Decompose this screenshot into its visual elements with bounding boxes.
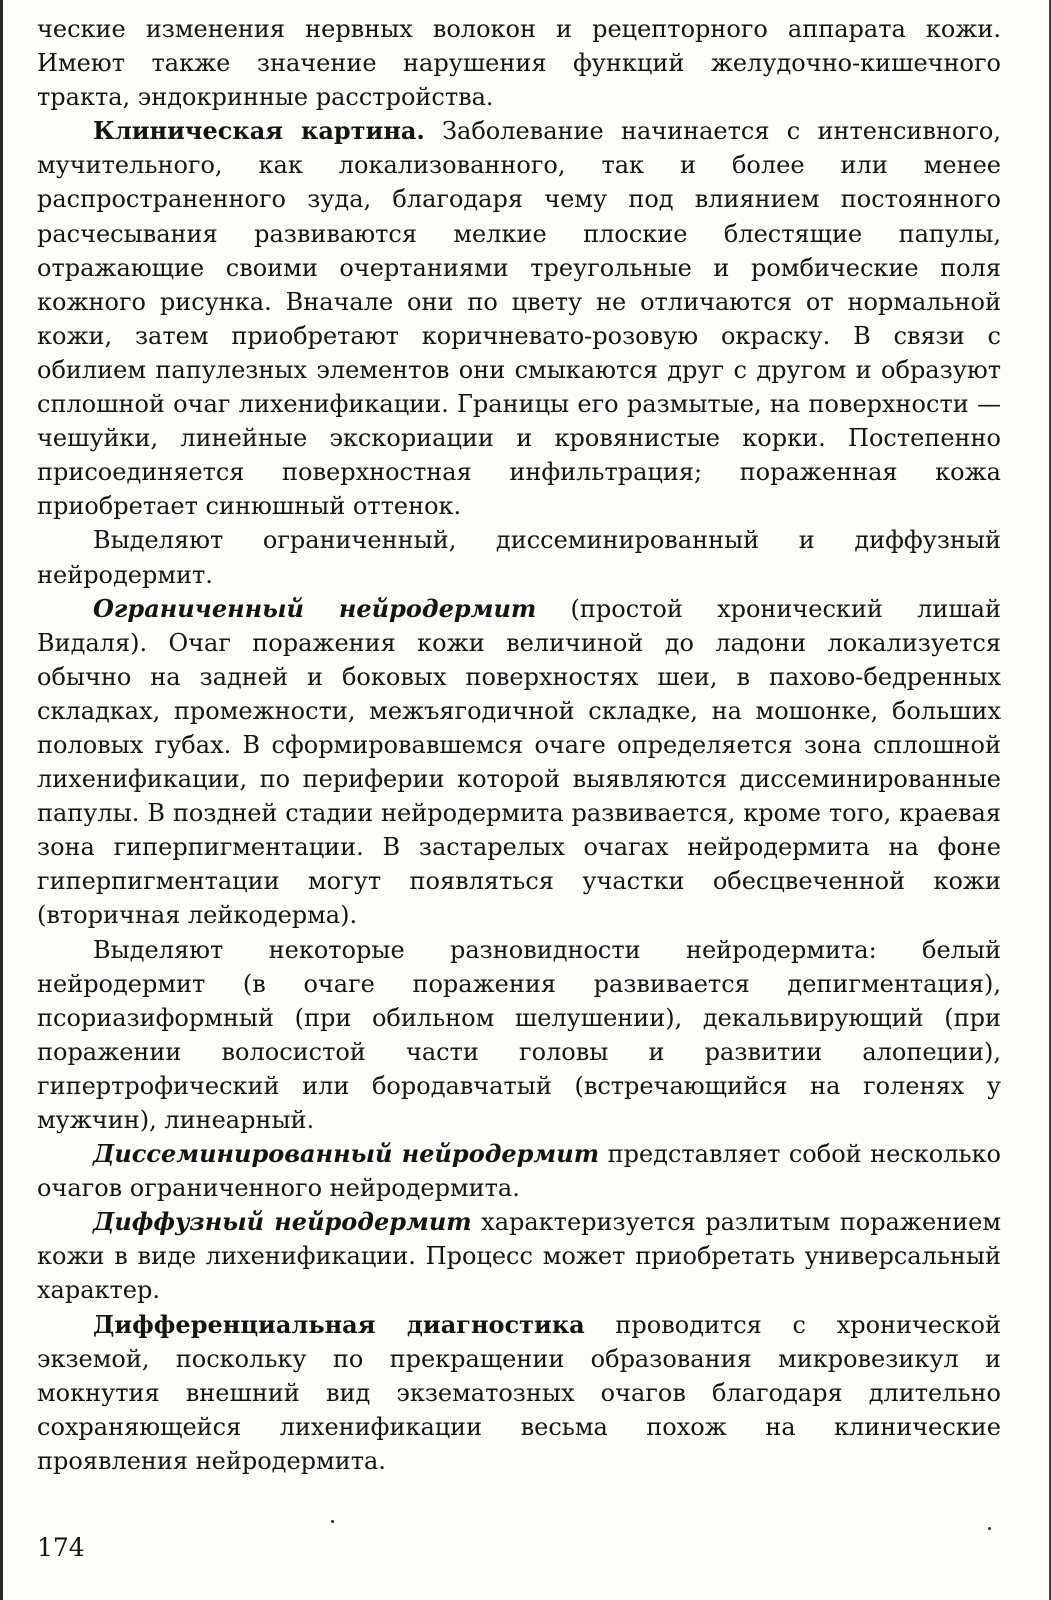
heading-disseminated-neurodermatitis: Диссеминированный нейродермит bbox=[93, 1139, 600, 1169]
paragraph-diffuse-neurodermatitis bbox=[37, 1205, 1001, 1307]
paragraph-varieties: Выделяют некоторые разновидности нейродермита: белый нейродермит (в очаге поражения развивается депигментация), псориазиформный (при обильном шелушении), декальвирующий (при поражении волосистой части головы и развитии алопеции), гипертрофический или бородавчатый (встречающийся на голенях у мужчин), линеарный. bbox=[37, 935, 1001, 1134]
body-text bbox=[37, 12, 1001, 1478]
text-differential-diagnosis: проводится с хронической экземой, поскольку по прекращении образования микровезикул и мокнутия внешний вид экзематозных очагов благодаря длительно сохраняющейся лихенификации весьма похож на клинические проявления нейродермита. bbox=[37, 1310, 1001, 1475]
paragraph-differential-diagnosis bbox=[37, 1308, 1001, 1478]
scan-speck bbox=[331, 1520, 334, 1523]
heading-diffuse-neurodermatitis: Диффузный нейродермит bbox=[93, 1207, 472, 1237]
paragraph-limited-neurodermatitis bbox=[37, 592, 1001, 933]
text-clinical-picture: Заболевание начинается с интенсивного, мучительного, как локализованного, так и более или менее распространенного зуда, благодаря чему под влиянием постоянного расчесывания развиваются мелкие плоские блестящие папулы, отражающие своими очертаниями треугольные и ромбические поля кожного рисунка. Вначале они по цвету не отличаются от нормальной кожи, затем приобретают коричневато-розовую окраску. В связи с обилием папулезных элементов они смыкаются друг с другом и образуют сплошной очаг лихенификации. Границы его размытые, на поверхности — чешуйки, линейные экскориации и кровянистые корки. Постепенно присоединяется поверхностная инфильтрация; пораженная кожа приобретает синюшный оттенок. bbox=[37, 117, 1001, 521]
heading-limited-neurodermatitis: Ограниченный нейродермит bbox=[93, 593, 537, 623]
text-disseminated-neurodermatitis: представляет собой несколько очагов ограниченного нейродермита. bbox=[37, 1140, 1001, 1203]
page-number: 174 bbox=[37, 1533, 85, 1562]
heading-differential-diagnosis: Дифференциальная диагностика bbox=[93, 1309, 585, 1339]
text-diffuse-neurodermatitis: характеризуется разлитым поражением кожи в виде лихенификации. Процесс может приобретать универсальный характер. bbox=[37, 1208, 1002, 1305]
paragraph-types: Выделяют ограниченный, диссеминированный и диффузный нейродермит. bbox=[37, 526, 1001, 589]
paragraph-disseminated-neurodermatitis bbox=[37, 1137, 1001, 1205]
scan-speck bbox=[988, 1527, 991, 1530]
paragraph-clinical-picture bbox=[37, 114, 1001, 523]
paragraph-intro: ческие изменения нервных волокон и рецепторного аппарата кожи. Имеют также значение нарушения функций желудочно-кишечного тракта, эндокринные расстройства. bbox=[37, 15, 1001, 112]
heading-clinical-picture: Клиническая картина. bbox=[93, 116, 425, 146]
text-limited-neurodermatitis: (простой хронический лишай Видаля). Очаг поражения кожи величиной до ладони локализуется обычно на задней и боковых поверхностях шеи, в пахово-бедренных складках, промежности, межъягодичной складке, на мошонке, больших половых губах. В сформировавшемся очаге определяется зона сплошной лихенификации, по периферии которой выявляются диссеминированные папулы. В поздней стадии нейродермита развивается, кроме того, краевая зона гиперпигментации. В застарелых очагах нейродермита на фоне гиперпигментации могут появляться участки обесцвеченной кожи (вторичная лейкодерма). bbox=[37, 594, 1001, 930]
